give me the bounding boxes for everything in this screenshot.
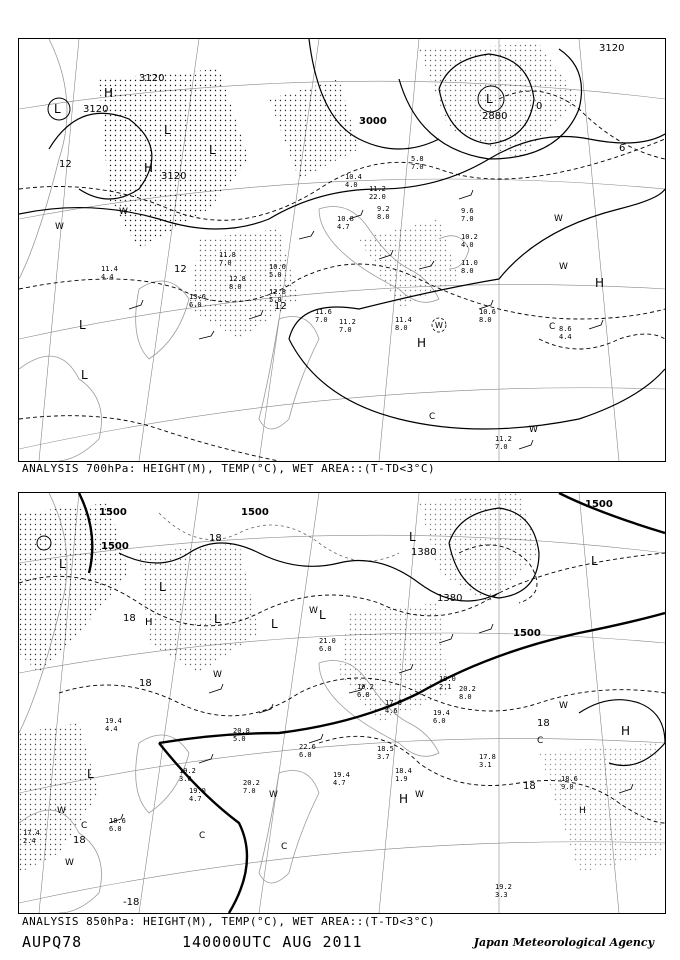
- sys-label: L: [54, 102, 61, 116]
- sys-label: W: [559, 262, 568, 272]
- height-label: 2880: [482, 111, 508, 122]
- sys-label: H: [399, 792, 409, 806]
- station-temp: 17.8: [479, 753, 496, 761]
- station-temp: 19.0: [439, 675, 456, 683]
- station-dew: 6.0: [433, 717, 446, 725]
- temp-label: 18: [123, 613, 136, 624]
- sys-label: H: [104, 86, 114, 100]
- station-temp: 11.0: [461, 259, 478, 267]
- sys-label: W: [269, 790, 278, 800]
- agency-name: Japan Meteorological Agency: [473, 936, 654, 949]
- sys-label: W: [435, 321, 443, 330]
- sys-label: W: [559, 701, 568, 711]
- station-temp: 9.2: [377, 205, 390, 213]
- sys-label: L: [159, 580, 166, 594]
- temp-label: 12: [59, 159, 72, 170]
- temp-label: 12: [274, 301, 287, 312]
- station-dew: 2.4: [23, 837, 36, 845]
- wind-barbs: [129, 190, 603, 449]
- bulletin-code: AUPQ78: [22, 933, 83, 951]
- temp-label: 12: [174, 264, 187, 275]
- station-dew: 8.0: [395, 324, 408, 332]
- station-plots: [23, 637, 578, 899]
- station-temp: 11.8: [219, 251, 236, 259]
- station-temp: 19.4: [105, 717, 122, 725]
- station-dew: 7.0: [219, 259, 232, 267]
- caption-850hpa: ANALYSIS 850hPa: HEIGHT(M), TEMP(°C), WET AREA::(T-TD<3°C): [22, 915, 436, 928]
- height-label: 1500: [99, 507, 127, 518]
- sys-label: C: [199, 831, 206, 841]
- station-dew: 5.0: [269, 271, 282, 279]
- station-temp: 11.2: [495, 435, 512, 443]
- station-dew: 4.7: [337, 223, 350, 231]
- temp-label: 18: [73, 835, 86, 846]
- station-temp: 10.6: [479, 308, 496, 316]
- station-temp: 11.2: [369, 185, 386, 193]
- station-temp: 18.5: [377, 745, 394, 753]
- height-label: 3120: [139, 73, 165, 84]
- sys-label: L: [87, 767, 94, 781]
- station-dew: 8.0: [461, 267, 474, 275]
- station-temp: 10.2: [461, 233, 478, 241]
- station-temp: 18.6: [109, 817, 126, 825]
- station-dew: 2.1: [439, 683, 452, 691]
- sys-label: H: [417, 336, 427, 350]
- sys-label: C: [429, 412, 436, 422]
- sys-label: H: [144, 161, 154, 175]
- station-dew: 4.6: [385, 707, 398, 715]
- temp-label: 18: [523, 781, 536, 792]
- sys-label: L: [79, 318, 86, 332]
- temp-label: 18: [209, 533, 222, 544]
- sys-label: W: [213, 670, 222, 680]
- station-dew: 5.0: [233, 735, 246, 743]
- sys-label: L: [59, 557, 66, 571]
- station-dew: 7.0: [315, 316, 328, 324]
- sys-label: W: [57, 806, 66, 816]
- station-temp: 20.2: [459, 685, 476, 693]
- sys-label: H: [145, 617, 153, 628]
- temp-label: 0: [536, 101, 543, 112]
- station-dew: 6.0: [319, 645, 332, 653]
- height-label: 1380: [437, 593, 463, 604]
- station-dew: 4.4: [101, 273, 114, 281]
- height-label: 3120: [83, 104, 109, 115]
- station-temp: 10.4: [345, 173, 362, 181]
- height-label: 1500: [241, 507, 269, 518]
- sys-label: H: [579, 806, 586, 816]
- sys-label: H: [595, 276, 605, 290]
- sys-label: W: [554, 214, 563, 224]
- station-temp: 19.4: [333, 771, 350, 779]
- caption-700hpa: ANALYSIS 700hPa: HEIGHT(M), TEMP(°C), WET AREA::(T-TD<3°C): [22, 462, 436, 475]
- sys-label: C: [549, 322, 556, 332]
- station-dew: 3.3: [495, 891, 508, 899]
- station-temp: 17.4: [23, 829, 40, 837]
- station-dew: 6.0: [299, 751, 312, 759]
- station-dew: 8.0: [479, 316, 492, 324]
- height-label: 3120: [599, 43, 625, 54]
- station-temp: 19.2: [179, 767, 196, 775]
- station-dew: 22.0: [369, 193, 386, 201]
- map-700hpa-canvas: [19, 39, 665, 461]
- station-temp: 11.2: [339, 318, 356, 326]
- temp-label: 18: [537, 718, 550, 729]
- temp-label: 6: [619, 143, 626, 154]
- station-temp: 12.8: [269, 288, 286, 296]
- sys-label: W: [119, 207, 128, 217]
- sys-label: C: [81, 821, 88, 831]
- station-dew: 8.0: [229, 283, 242, 291]
- station-dew: 4.4: [559, 333, 572, 341]
- sys-label: W: [55, 222, 64, 232]
- station-temp: 22.6: [299, 743, 316, 751]
- station-dew: 3.0: [179, 775, 192, 783]
- station-dew: 7.0: [411, 163, 424, 171]
- sys-label: W: [309, 606, 318, 616]
- station-temp: 12.8: [229, 275, 246, 283]
- temp-label: 18: [139, 678, 152, 689]
- station-dew: 7.0: [495, 443, 508, 451]
- station-temp: 11.4: [395, 316, 412, 324]
- station-temp: 19.2: [357, 683, 374, 691]
- sys-label: W: [65, 858, 74, 868]
- temp-label: -18: [123, 897, 140, 908]
- height-label: 3120: [161, 171, 187, 182]
- station-temp: 5.8: [411, 155, 424, 163]
- sys-label: W: [529, 425, 538, 435]
- sys-label: L: [591, 554, 598, 568]
- sys-label: W: [415, 790, 424, 800]
- station-temp: 10.8: [337, 215, 354, 223]
- station-dew: 6.0: [109, 825, 122, 833]
- sys-label: C: [537, 736, 544, 746]
- sys-label: L: [214, 612, 221, 626]
- wet-areas: [99, 44, 579, 339]
- station-temp: 20.2: [243, 779, 260, 787]
- sys-label: L: [409, 530, 416, 544]
- station-temp: 18.6: [561, 775, 578, 783]
- station-temp: 10.6: [269, 263, 286, 271]
- station-dew: 7.0: [243, 787, 256, 795]
- station-dew: 3.7: [377, 753, 390, 761]
- bulletin-header: [22, 933, 363, 951]
- sys-label: L: [81, 368, 88, 382]
- station-temp: 19.2: [495, 883, 512, 891]
- station-dew: 4.0: [345, 181, 358, 189]
- station-dew: 5.0: [269, 296, 282, 304]
- bulletin-time: 140000UTC AUG 2011: [182, 933, 363, 951]
- station-dew: 1.9: [395, 775, 408, 783]
- station-dew: 4.0: [461, 241, 474, 249]
- system-symbols: [37, 530, 630, 868]
- station-temp: 17.6: [385, 699, 402, 707]
- station-temp: 18.4: [395, 767, 412, 775]
- sys-label: L: [271, 617, 278, 631]
- height-label: 3000: [359, 116, 387, 127]
- station-temp: 9.6: [461, 207, 474, 215]
- station-temp: 13.6: [189, 293, 206, 301]
- sys-label: C: [281, 842, 288, 852]
- height-label: 1500: [513, 628, 541, 639]
- station-temp: 20.8: [233, 727, 250, 735]
- station-dew: 4.4: [105, 725, 118, 733]
- sys-label: L: [164, 123, 171, 137]
- sys-label: L: [209, 143, 216, 157]
- sys-label: L: [319, 608, 326, 622]
- height-label: 1500: [585, 499, 613, 510]
- station-dew: 9.0: [561, 783, 574, 791]
- station-temp: 19.0: [189, 787, 206, 795]
- height-label: 1500: [101, 541, 129, 552]
- station-dew: 7.0: [461, 215, 474, 223]
- station-temp: 19.4: [433, 709, 450, 717]
- station-dew: 4.7: [333, 779, 346, 787]
- station-temp: 11.6: [315, 308, 332, 316]
- station-dew: 8.0: [459, 693, 472, 701]
- station-dew: 8.0: [377, 213, 390, 221]
- sys-label: H: [621, 724, 631, 738]
- station-dew: 6.8: [357, 691, 370, 699]
- map-850hpa-canvas: [19, 493, 665, 913]
- height-label: 1380: [411, 547, 437, 558]
- station-dew: 3.1: [479, 761, 492, 769]
- station-dew: 7.0: [339, 326, 352, 334]
- station-temp: 21.0: [319, 637, 336, 645]
- sys-label: L: [486, 92, 493, 106]
- station-temp: 11.4: [101, 265, 118, 273]
- station-dew: 4.7: [189, 795, 202, 803]
- station-dew: 6.0: [189, 301, 202, 309]
- station-temp: 8.6: [559, 325, 572, 333]
- map-700hpa: [18, 38, 666, 462]
- map-850hpa: [18, 492, 666, 914]
